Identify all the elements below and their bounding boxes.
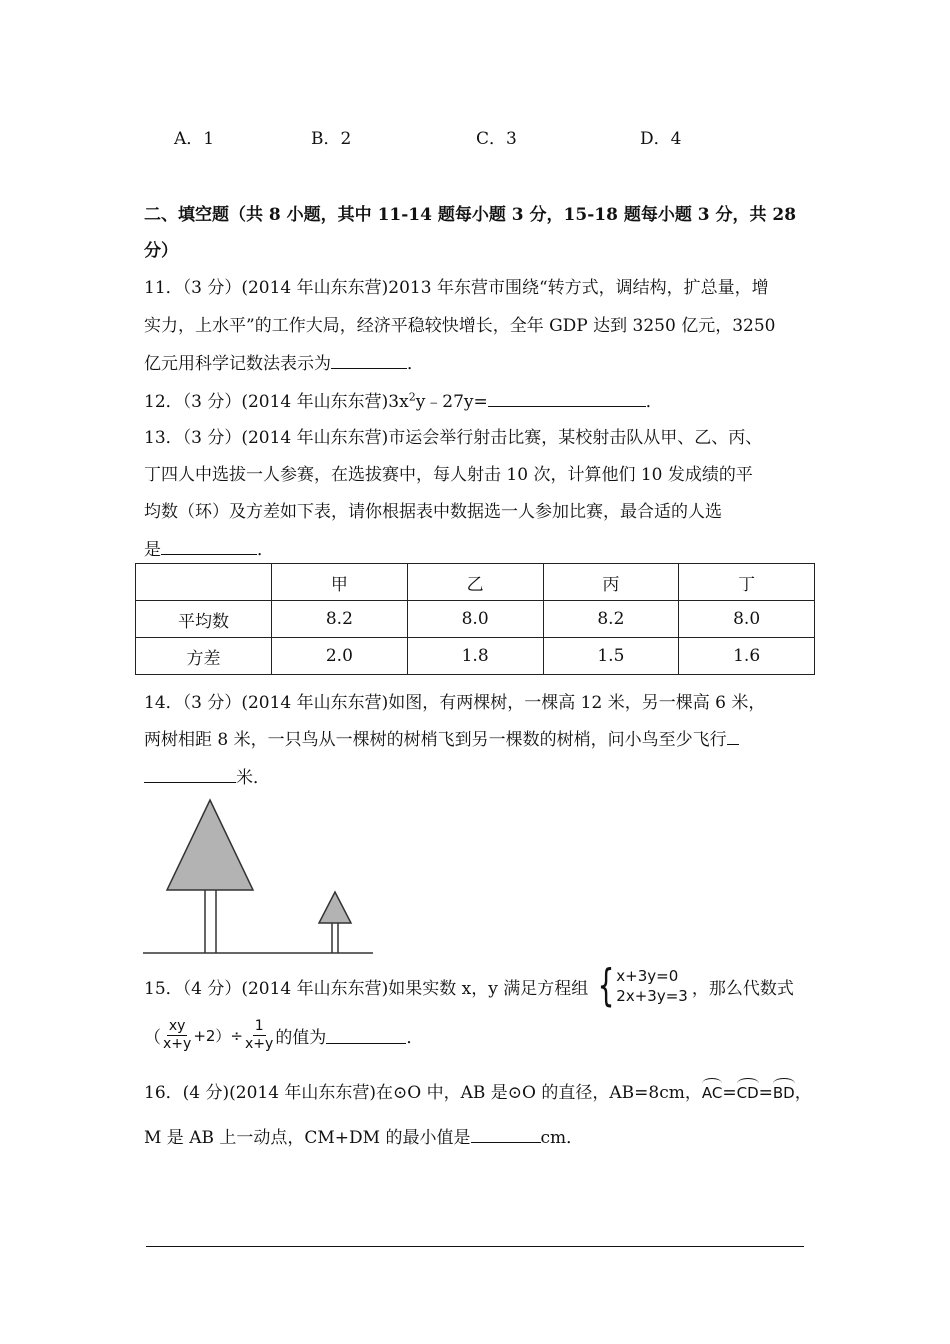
table-cell: 1.5: [543, 638, 679, 675]
arc-cd: CD: [737, 1080, 759, 1102]
q14-line2: 两树相距 8 米，一只鸟从一棵树的树梢飞到另一棵数的树梢，问小鸟至少飞行: [144, 725, 739, 750]
q13-line3: 均数（环）及方差如下表，请你根据表中数据选一人参加比赛，最合适的人选: [144, 502, 722, 522]
q13-line2: 丁四人中选拔一人参赛，在选拔赛中，每人射击 10 次，计算他们 10 发成绩的平: [144, 465, 753, 485]
table-header-cell: 甲: [272, 564, 408, 601]
table-header-cell: 丁: [679, 564, 815, 601]
short-tree-crown: [319, 892, 351, 923]
answer-blank[interactable]: [331, 352, 407, 369]
section-heading: 二、填空题（共 8 小题，其中 11-14 题每小题 3 分，15-18 题每小题 3 分，共 28: [144, 205, 797, 225]
table-cell: 方差: [136, 638, 272, 675]
table-cell: 8.2: [543, 601, 679, 638]
q15-line1: 15．（4 分）(2014 年山东东营)如果实数 x，y 满足方程组 { x+3y=0 2x+3y=3 ，那么代数式: [144, 960, 794, 1011]
q11-line2: 实力，上水平”的工作大局，经济平稳较快增长，全年 GDP 达到 3250 亿元，3250: [144, 316, 776, 336]
arc-ac: AC: [702, 1080, 722, 1102]
answer-blank[interactable]: [727, 728, 739, 745]
arc-bd: BD: [773, 1080, 795, 1102]
q16-line2: M 是 AB 上一动点，CM+DM 的最小值是 cm．: [144, 1128, 584, 1148]
table-cell: 8.2: [272, 601, 408, 638]
table-cell: 8.0: [407, 601, 543, 638]
footer-rule: [146, 1246, 804, 1247]
q14-line1: 14．（3 分）(2014 年山东东营)如图，有两棵树，一棵高 12 米，另一棵高 6 米，: [144, 693, 766, 713]
q13-line1: 13．（3 分）(2014 年山东东营)市运会举行射击比赛，某校射击队从甲、乙、丙、: [144, 428, 763, 448]
table-header-cell: 乙: [407, 564, 543, 601]
q16-line1: 16．(4 分)(2014 年山东东营)在⊙O 中，AB 是⊙O 的直径，AB=8cm，AC=CD=BD，: [144, 1078, 812, 1103]
q12-line: 12．（3 分）(2014 年山东东营)$3x^2y﹣27y=$ ．: [144, 390, 663, 412]
table-cell: 1.8: [407, 638, 543, 675]
answer-blank[interactable]: [471, 1126, 541, 1143]
choice-c: C．3: [476, 129, 517, 149]
q14-line3: 米．: [144, 763, 270, 788]
two-trees-figure: [140, 795, 380, 960]
choice-d: D．4: [640, 129, 682, 149]
fraction-one-over-sum: $\frac{1}{x+y}$: [245, 1018, 274, 1052]
table-header-cell: 丙: [543, 564, 679, 601]
table-header-row: [136, 564, 815, 601]
table-cell: 1.6: [679, 638, 815, 675]
table-row: [136, 601, 815, 638]
equation-2: 2x+3y=3: [616, 987, 688, 1005]
table-cell: 8.0: [679, 601, 815, 638]
left-brace-icon: {: [597, 960, 615, 1011]
table-cell: 2.0: [272, 638, 408, 675]
equation-system: [592, 960, 688, 1011]
q13-line4: 是 ．: [144, 540, 274, 560]
fraction-xy-over-sum: $\frac{xy}{x+y}$: [163, 1018, 192, 1052]
answer-blank[interactable]: [161, 538, 257, 555]
tall-tree-crown: [167, 800, 253, 890]
choice-b: B．2: [311, 129, 352, 149]
choice-a: A．1: [174, 129, 215, 149]
table-row: [136, 638, 815, 675]
equation-1: x+3y=0: [616, 967, 679, 985]
table-cell: 平均数: [136, 601, 272, 638]
q11-line1: 11．（3 分）(2014 年山东东营)2013 年东营市围绕“转方式，调结构，扩总量，增: [144, 278, 769, 298]
section-heading-cont: 分）: [144, 241, 178, 261]
answer-blank[interactable]: [326, 1027, 406, 1044]
answer-blank-cont[interactable]: [144, 766, 236, 783]
table-header-cell: [136, 564, 272, 601]
answer-blank[interactable]: [488, 390, 646, 407]
q15-line2: （ $\frac{xy}{x+y}$ +2）÷ $\frac{1}{x+y}$ 的值为 ．: [144, 1018, 424, 1052]
q11-line3: 亿元用科学记数法表示为 ．: [144, 354, 424, 374]
score-table: [135, 563, 815, 675]
